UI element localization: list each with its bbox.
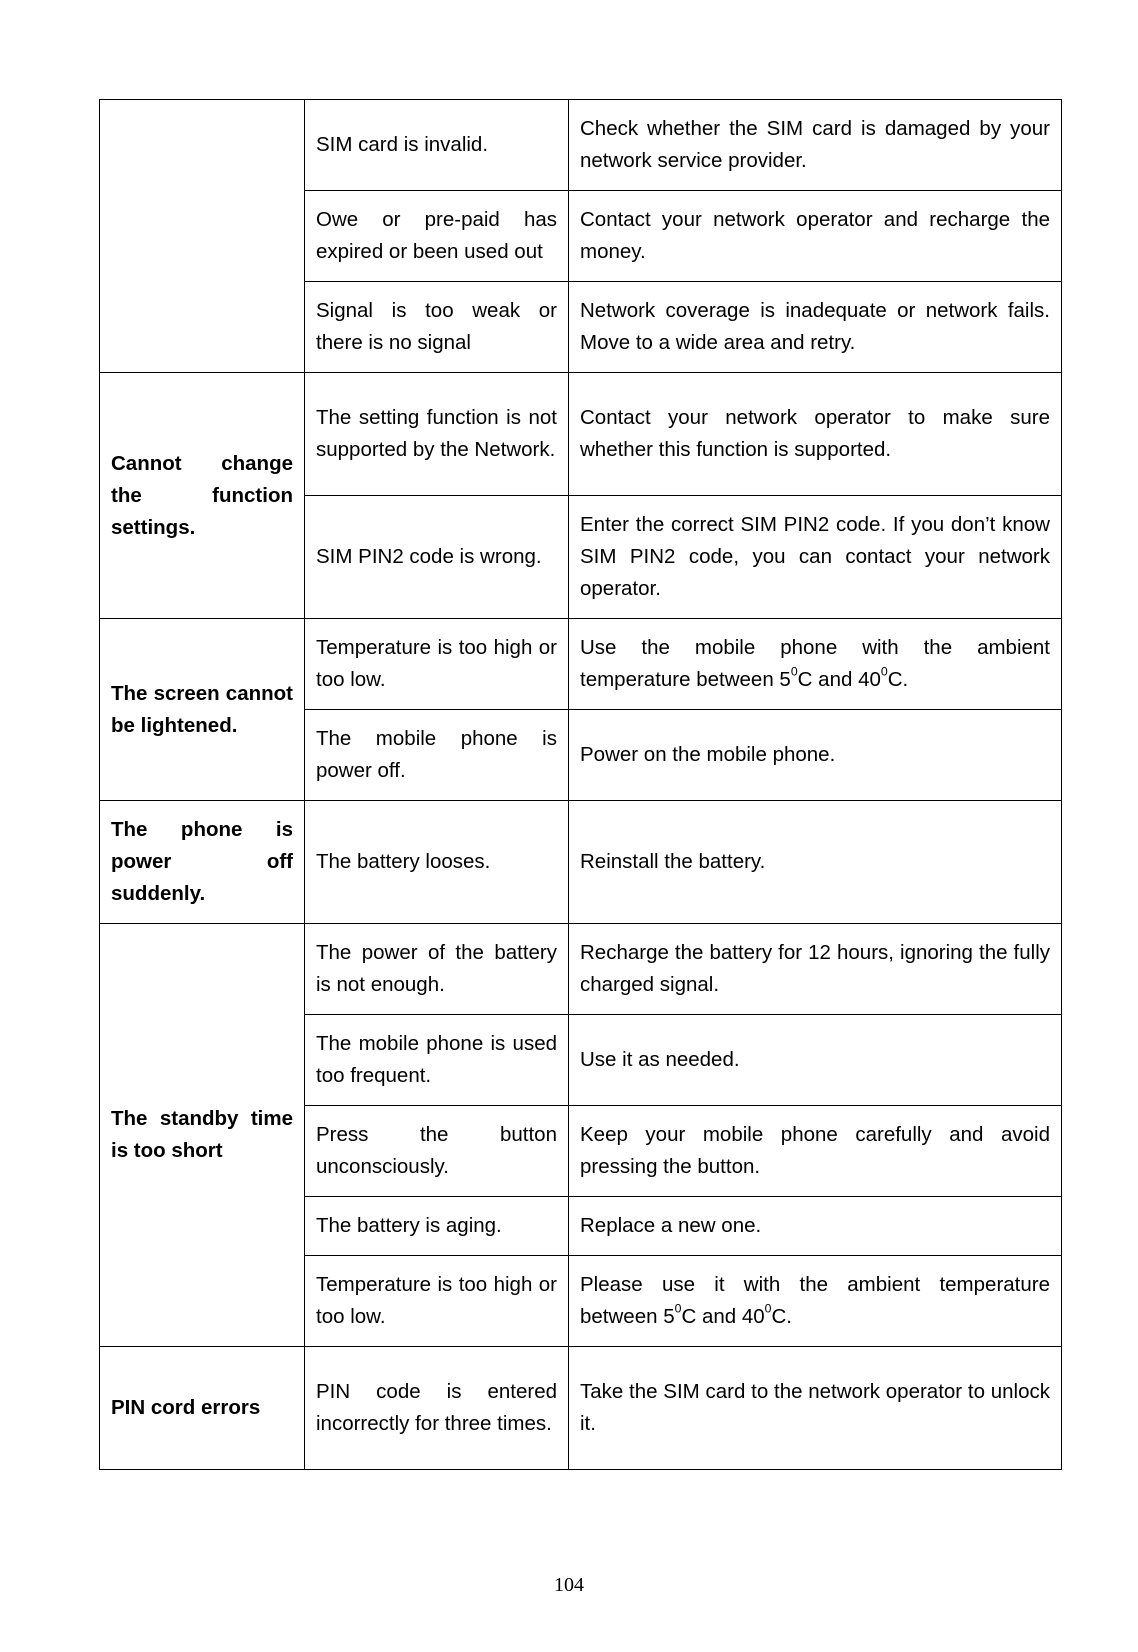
solution-cell: Enter the correct SIM PIN2 code. If you don’t know SIM PIN2 code, you can contact your network operator.	[569, 496, 1062, 619]
cause-cell: Temperature is too high or too low.	[305, 619, 569, 710]
solution-cell: Use the mobile phone with the ambient temperature between $5^0C$ and $40^0C$.	[569, 619, 1062, 710]
cause-cell: The mobile phone is used too frequent.	[305, 1015, 569, 1106]
solution-cell: Use it as needed.	[569, 1015, 1062, 1106]
problem-cell: The phone is power off suddenly.	[100, 801, 305, 924]
cause-cell: Temperature is too high or too low.	[305, 1256, 569, 1347]
cause-cell: The setting function is not supported by the Network.	[305, 373, 569, 496]
solution-cell: Contact your network operator to make sure whether this function is supported.	[569, 373, 1062, 496]
problem-cell: PIN cord errors	[100, 1347, 305, 1470]
solution-cell: Keep your mobile phone carefully and avoid pressing the button.	[569, 1106, 1062, 1197]
table-row	[100, 801, 1062, 924]
problem-cell: The screen cannot be lightened.	[100, 619, 305, 801]
solution-cell: Check whether the SIM card is damaged by your network service provider.	[569, 100, 1062, 191]
troubleshooting-table	[99, 99, 1062, 1470]
solution-cell: Network coverage is inadequate or network fails. Move to a wide area and retry.	[569, 282, 1062, 373]
solution-cell: Contact your network operator and recharge the money.	[569, 191, 1062, 282]
problem-cell: The standby time is too short	[100, 924, 305, 1347]
cause-cell: SIM card is invalid.	[305, 100, 569, 191]
cause-cell: The battery looses.	[305, 801, 569, 924]
problem-cell	[100, 100, 305, 373]
solution-cell: Take the SIM card to the network operator to unlock it.	[569, 1347, 1062, 1470]
cause-cell: The battery is aging.	[305, 1197, 569, 1256]
cause-cell: Owe or pre-paid has expired or been used out	[305, 191, 569, 282]
table-row	[100, 373, 1062, 496]
table-row	[100, 100, 1062, 191]
solution-cell: Please use it with the ambient temperature between $5^0C$ and $40^0C$.	[569, 1256, 1062, 1347]
solution-cell: Power on the mobile phone.	[569, 710, 1062, 801]
problem-cell: Cannot change the function settings.	[100, 373, 305, 619]
solution-cell: Replace a new one.	[569, 1197, 1062, 1256]
table-row	[100, 619, 1062, 710]
table-row	[100, 924, 1062, 1015]
page-number: 104	[554, 1574, 584, 1596]
cause-cell: Press the button unconsciously.	[305, 1106, 569, 1197]
table-row	[100, 1347, 1062, 1470]
solution-cell: Reinstall the battery.	[569, 801, 1062, 924]
cause-cell: PIN code is entered incorrectly for three times.	[305, 1347, 569, 1470]
cause-cell: The mobile phone is power off.	[305, 710, 569, 801]
cause-cell: The power of the battery is not enough.	[305, 924, 569, 1015]
solution-cell: Recharge the battery for 12 hours, ignoring the fully charged signal.	[569, 924, 1062, 1015]
cause-cell: Signal is too weak or there is no signal	[305, 282, 569, 373]
cause-cell: SIM PIN2 code is wrong.	[305, 496, 569, 619]
